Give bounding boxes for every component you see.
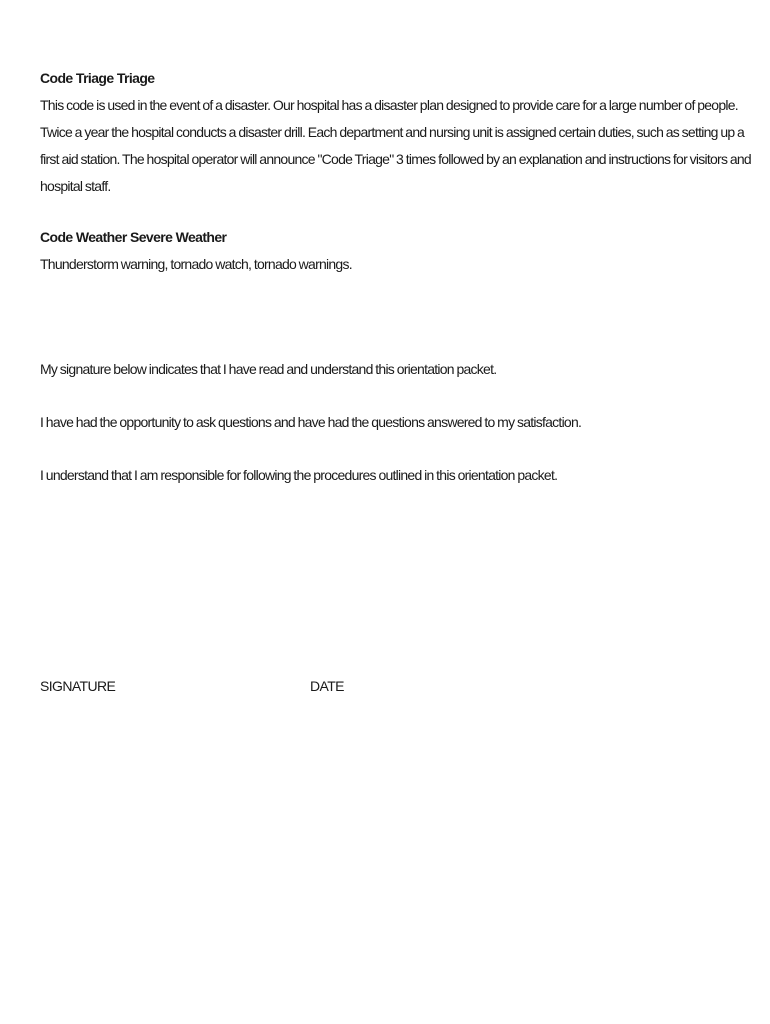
code-weather-heading: Code Weather Severe Weather — [40, 229, 227, 245]
code-triage-line-1: This code is used in the event of a disaster. Our hospital has a disaster plan designed to provide care for a large number of people. — [40, 97, 738, 113]
code-triage-description — [40, 92, 751, 200]
code-weather-text: Thunderstorm warning, tornado watch, tornado warnings. — [40, 256, 352, 272]
code-weather-description — [40, 251, 740, 278]
code-weather-section — [40, 224, 740, 278]
code-triage-heading: Code Triage Triage — [40, 70, 155, 86]
signature-label: SIGNATURE — [40, 678, 116, 694]
code-triage-line-2: Twice a year the hospital conducts a disaster drill. Each department and nursing unit is assigned certain duties, such as setting up a — [40, 124, 745, 140]
acknowledgement-statement-2: I have had the opportunity to ask questions and have had the questions answered to my satisfaction. — [40, 414, 582, 430]
code-triage-line-4: hospital staff. — [40, 178, 111, 194]
date-label: DATE — [310, 678, 344, 694]
code-triage-line-3: first aid station. The hospital operator will announce "Code Triage" 3 times followed by an explanation and instructions for visitors and — [40, 151, 751, 167]
acknowledgement-statement-1: My signature below indicates that I have read and understand this orientation packet. — [40, 361, 497, 377]
code-triage-section — [40, 65, 751, 200]
acknowledgement-statement-3: I understand that I am responsible for following the procedures outlined in this orientation packet. — [40, 467, 558, 483]
